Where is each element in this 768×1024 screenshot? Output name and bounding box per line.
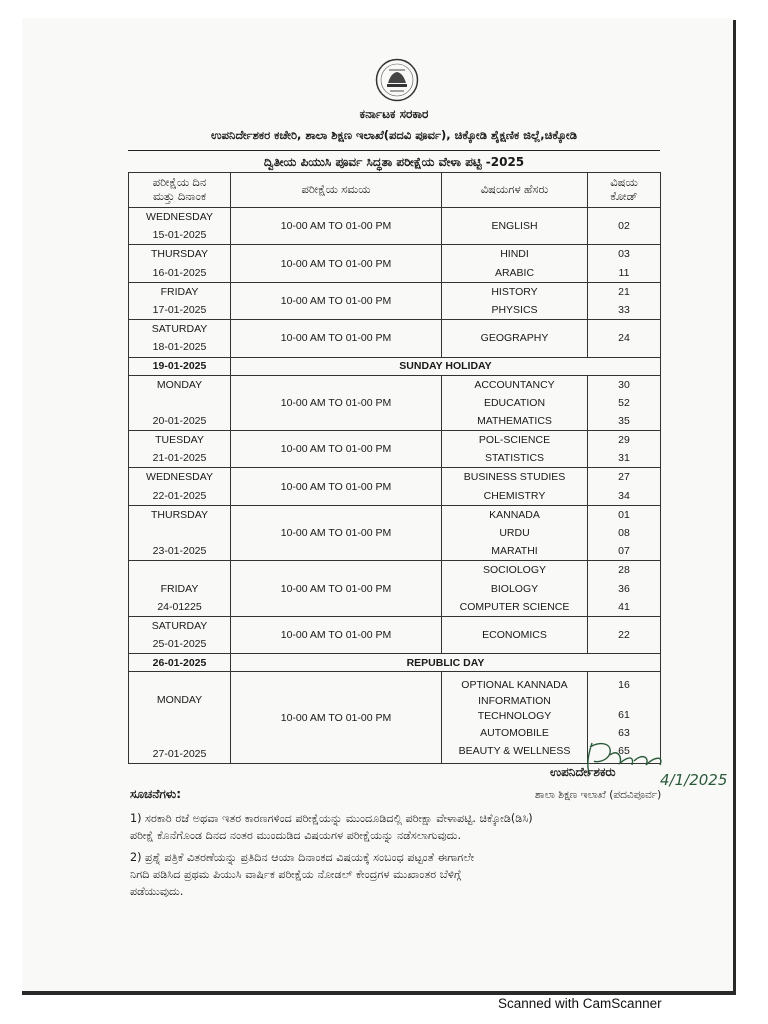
scan-edge-bottom [22,991,736,995]
table-row [129,282,661,319]
column-header-time: ಪರೀಕ್ಷೆಯ ಸಮಯ [231,173,442,208]
exam-subjects: BUSINESS STUDIES CHEMISTRY [442,468,588,505]
camscanner-watermark: Scanned with CamScanner [498,996,662,1011]
table-row [129,561,661,617]
header-divider [128,150,660,151]
notes-heading: ಸೂಚನೆಗಳು: [130,787,181,801]
exam-day-date: TUESDAY 21-01-2025 [129,431,231,468]
table-row [129,245,661,282]
office-address: ಉಪನಿರ್ದೇಶಕರ ಕಚೇರಿ, ಶಾಲಾ ಶಿಕ್ಷಣ ಇಲಾಖೆ(ಪದವಿ ಪೂರ್ವ), ಚಿಕ್ಕೋಡಿ ಶೈಕ್ಷಣಿಕ ಜಿಲ್ಲೆ,ಚಿಕ್ಕೋಡಿ [211,128,577,142]
subject-codes: 22 [588,616,661,653]
column-header-subject: ವಿಷಯಗಳ ಹೆಸರು [442,173,588,208]
table-row [129,431,661,468]
exam-subjects: HINDI ARABIC [442,245,588,282]
note-1: 1) ಸರಕಾರಿ ರಜೆ ಅಥವಾ ಇತರ ಕಾರಣಗಳಿಂದ ಪರೀಕ್ಷೆಯನ್ನು ಮುಂದೂಡಿದಲ್ಲಿ ಪರೀಕ್ಷಾ ವೇಳಾಪಟ್ಟಿ. ಚಿಕ್ಕೋಡಿ(ಡಿಸಿ) ಪರೀಕ್ಷೆ ಕೊನೆಗೊಂಡ ದಿನದ ನಂತರ ಮುಂದುಡಿದ ವಿಷಯಗಳ ಪರೀಕ್ಷೆಯನ್ನು ನಡೆಸಲಾಗುವುದು. [130,812,533,842]
subject-codes: 29 31 [588,431,661,468]
column-header-date: ಪರೀಕ್ಷೆಯ ದಿನ ಮತ್ತು ದಿನಾಂಕ [129,173,231,208]
karnataka-emblem-icon [375,58,419,102]
exam-day-date: SATURDAY 25-01-2025 [129,616,231,653]
signature-date: 4/1/2025 [660,771,728,789]
subject-codes: 28 36 41 [588,561,661,617]
table-row [129,208,661,245]
exam-timetable [128,172,661,764]
exam-day-date: MONDAY 27-01-2025 [129,672,231,764]
exam-subjects: GEOGRAPHY [442,320,588,357]
exam-time: 10-00 AM TO 01-00 PM [231,505,442,561]
subject-codes: 27 34 [588,468,661,505]
subject-codes: 24 [588,320,661,357]
exam-subjects: ECONOMICS [442,616,588,653]
exam-time: 10-00 AM TO 01-00 PM [231,245,442,282]
signatory-title: ಉಪನಿರ್ದೇಶಕರು [550,765,616,779]
table-row [129,320,661,357]
subject-codes: 30 52 35 [588,375,661,431]
table-row [129,468,661,505]
table-row [129,505,661,561]
exam-time: 10-00 AM TO 01-00 PM [231,561,442,617]
exam-subjects: KANNADA URDU MARATHI [442,505,588,561]
exam-subjects: POL-SCIENCE STATISTICS [442,431,588,468]
exam-time: 10-00 AM TO 01-00 PM [231,468,442,505]
subject-codes: 02 [588,208,661,245]
scan-edge-right [733,20,736,995]
exam-time: 10-00 AM TO 01-00 PM [231,282,442,319]
exam-day-date: THURSDAY 16-01-2025 [129,245,231,282]
exam-subjects: SOCIOLOGY BIOLOGY COMPUTER SCIENCE [442,561,588,617]
note-2: 2) ಪ್ರಶ್ನೆ ಪತ್ರಿಕೆ ವಿತರಣೆಯನ್ನು ಪ್ರತಿದಿನ ಆಯಾ ದಿನಾಂಕದ ವಿಷಯಕ್ಕೆ ಸಂಬಂಧ ಪಟ್ಟಂತೆ ಈಗಾಗಲೇ ನಿಗದಿ ಪಡಿಸಿದ ಪ್ರಥಮ ಪಿಯುಸಿ ವಾರ್ಷಿಕ ಪರೀಕ್ಷೆಯ ನೋಡಲ್ ಕೇಂದ್ರಗಳ ಮುಖಾಂತರ ಬೆಳಿಗ್ಗೆ ಪಡೆಯುವುದು. [130,851,475,898]
exam-time: 10-00 AM TO 01-00 PM [231,320,442,357]
exam-time: 10-00 AM TO 01-00 PM [231,375,442,431]
holiday-label: REPUBLIC DAY [231,654,661,672]
government-name: ಕರ್ನಾಟಕ ಸರಕಾರ [359,107,429,121]
holiday-label: SUNDAY HOLIDAY [231,357,661,375]
table-row [129,375,661,431]
signatory-department: ಶಾಲಾ ಶಿಕ್ಷಣ ಇಲಾಖೆ (ಪದವಿಪೂರ್ವ) [535,789,662,801]
exam-day-date: SATURDAY 18-01-2025 [129,320,231,357]
subject-codes: 16 61 63 65 [588,672,661,764]
table-row [129,616,661,653]
table-header-row [129,173,661,208]
column-header-code: ವಿಷಯ ಕೋಡ್ [588,173,661,208]
subject-codes: 03 11 [588,245,661,282]
exam-subjects: ACCOUNTANCY EDUCATION MATHEMATICS [442,375,588,431]
exam-subjects: HISTORY PHYSICS [442,282,588,319]
exam-day-date: FRIDAY 24-01225 [129,561,231,617]
subject-codes: 21 33 [588,282,661,319]
document-title: ದ್ವಿತೀಯ ಪಿಯುಸಿ ಪೂರ್ವ ಸಿದ್ಧತಾ ಪರೀಕ್ಷೆಯ ವೇಳಾ ಪಟ್ಟಿ -2025 [263,155,525,169]
holiday-row [129,357,661,375]
exam-time: 10-00 AM TO 01-00 PM [231,616,442,653]
exam-day-date: FRIDAY 17-01-2025 [129,282,231,319]
exam-subjects: ENGLISH [442,208,588,245]
exam-time: 10-00 AM TO 01-00 PM [231,208,442,245]
subject-codes: 01 08 07 [588,505,661,561]
exam-day-date: THURSDAY 23-01-2025 [129,505,231,561]
exam-day-date: MONDAY 20-01-2025 [129,375,231,431]
exam-day-date: WEDNESDAY 22-01-2025 [129,468,231,505]
exam-subjects: OPTIONAL KANNADA INFORMATION TECHNOLOGY AUTOMOBILE BEAUTY & WELLNESS [442,672,588,764]
holiday-row [129,654,661,672]
exam-day-date: WEDNESDAY 15-01-2025 [129,208,231,245]
holiday-date: 26-01-2025 [129,654,231,672]
exam-time: 10-00 AM TO 01-00 PM [231,431,442,468]
holiday-date: 19-01-2025 [129,357,231,375]
exam-time: 10-00 AM TO 01-00 PM [231,672,442,764]
